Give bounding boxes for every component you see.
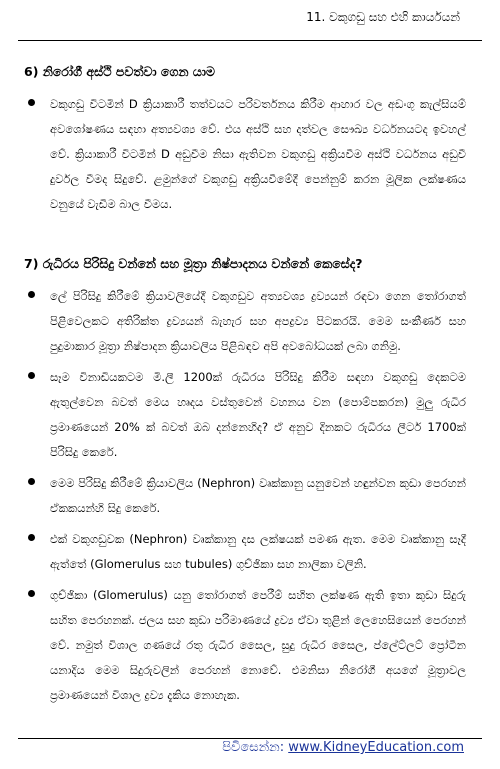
paragraph: ගුච්ඡිකා (Glomerulus) යනු තෝරාගත් පෙරීම් සහිත ලක්ෂණ ඇති ඉතා කුඩා සිදුරු සහිත පෙරහනක්. ජලය සහ කුඩා පරිමාණයේ ද්‍රව්‍ය ඒවා තුළින් ලෙහෙසියෙන් පෙරහන් වේ. නමුත් විශාල ගණයේ රතු රුධිර සෛල, සුදු රුධිර සෛල, ප්ලේට්ලට් ප්‍රෝටීන යනාදිය මෙම සිදුරුවලින් පෙරහන් නොවේ. එමනිසා නිරෝගී අයගේ මූත්‍රාවල ප්‍රමාණයෙන් විශාල ද්‍රව්‍ය දැකිය නොහැක.	[50, 588, 466, 702]
list-item	[26, 284, 466, 359]
paragraph: එක් වකුගඩුවක (Nephron) වෘක්කානු දස ලක්ෂයක් පමණ ඇත. මෙම වෘක්කානු සෑදී ඇත්තේ (Glomerulus සහ tubules) ගුච්ඡිකා සහ නාලිකා වලිනි.	[50, 532, 466, 571]
footer-label: පිවිසෙන්න:	[222, 740, 285, 755]
bullet-icon	[28, 534, 35, 541]
bullet-icon	[28, 291, 35, 298]
bullet-icon	[28, 372, 35, 379]
bullet-icon	[28, 590, 35, 597]
list-item	[26, 92, 466, 217]
section-7-body	[26, 284, 466, 714]
paragraph: මෙම පිරිසිදු කිරීමේ ක්‍රියාවලිය (Nephron) වෘක්කානු යනුවෙන් හඳුන්වන කුඩා පෙරහන් ඒකකයන්හි සිදු කෙරේ.	[50, 476, 466, 515]
section-7-heading: 7) රුධිරය පිරිසිදු වන්නේ සහ මූත්‍රා නිෂ්පාදනය වන්නේ කෙසේද?	[24, 256, 363, 271]
section-6-body	[26, 92, 466, 223]
paragraph: වකුගඩු විටමින් D ක්‍රියාකාරී තත්වයට පරිවර්තනය කිරීම ආහාර වල අඩංගු කැල්සියම් අවශෝෂණය සඳහා අත්‍යවශ්‍ය වේ. එය අස්ථි සහ දත්වල සෞඛ්‍ය වර්ධනයටද ඉවහල් වේ. ක්‍රියාකාරී විටමින් D අඩුවීම නිසා ඇතිවන වකුගඩු අක්‍රියවීම අස්ථි වර්ධනය අඩුවී දුර්වල වීමද සිදුවේ. ළමුන්ගේ වකුගඩු අක්‍රියවීමේදී පෙන්නුම් කරන මූලික ලක්ෂණය වනුයේ වැඩීම බාල වීමය.	[50, 97, 466, 211]
list-item	[26, 527, 466, 577]
paragraph: ලේ පිරිසිදු කිරීමේ ක්‍රියාවලියේදී වකුගඩුව අත්‍යවශ්‍ය ද්‍රව්‍යයන් රඳවා ගෙන තෝරාගත් පිළිවෙලකට අතිරික්ත ද්‍රව්‍යයන් බැහැර සහ අපද්‍රව්‍ය පිටකරයි. මෙම සංකීර්ණ සහ පුදුමාකාර මූත්‍රා නිෂ්පාදන ක්‍රියාවලිය පිළිබඳව අපි අවබෝධයක් ලබා ගනිමු.	[50, 289, 466, 353]
section-6-heading: 6) නිරෝගී අස්ථි පවත්වා ගෙන යාම	[24, 64, 215, 79]
paragraph: සෑම විනාඩියකටම මි.ලී 1200ක් රුධිරය පිරිසිදු කිරීම සඳහා වකුගඩු දෙකටම ඇතුල්වෙන බවත් මෙය හෘදය වස්තුවෙන් වහනය වන (පොම්පකරන) මුලු රුධිර ප්‍රමාණයෙන් 20% ක් බවත් ඔබ දන්නෙහිද? ඒ අනුව දිනකට රුධිරය ලීටර් 1700ක් පිරිසිදු කෙරේ.	[50, 370, 466, 459]
footer-divider	[18, 738, 482, 739]
website-link[interactable]: www.KidneyEducation.com	[288, 740, 464, 755]
footer	[222, 740, 464, 755]
header-divider	[18, 40, 482, 41]
bullet-icon	[28, 99, 35, 106]
list-item	[26, 471, 466, 521]
list-item	[26, 583, 466, 708]
bullet-icon	[28, 478, 35, 485]
page-header-title: 11. වකුගඩු සහ එහි කාර්යයන්	[306, 10, 460, 24]
list-item	[26, 365, 466, 465]
